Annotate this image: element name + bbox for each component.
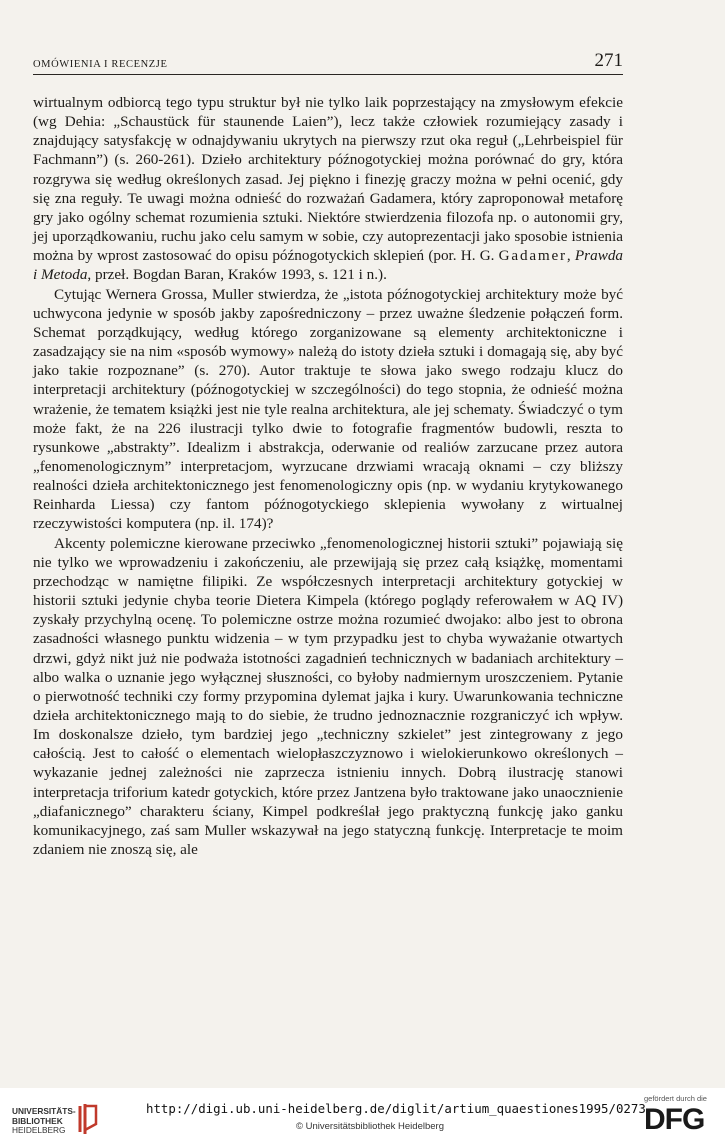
- paragraph: [33, 285, 623, 534]
- copyright-notice: © Universitätsbibliothek Heidelberg: [296, 1121, 444, 1132]
- text-run: Cytując Wernera Grossa, Muller stwierdza, że „istota późnogotyckiej architektury może być uchwycona jedynie w sposób jakby zapośredniczony – przez uważne śledzenie połączeń form. Schemat porządkujący, według którego zorganizowane są elementy architektoniczne i zasadzający sie na nim «sposób wymowy» należą do istoty dzieła sztuki i domagają się, aby być jako takie rozpoznane” (s. 270). Autor traktuje te słowa jako swego rodzaju klucz do interpretacji architektury (późnogotyckiej w szczególności) do tego stopnia, że odnieść można wrażenie, że tematem książki jest nie tyle realna architektura, ale jej schematy. Świadczyć o tym może fakt, że na 226 ilustracji tylko dwie to fotografie fragmentów budowli, reszta to rysunkowe „abstrakty”. Idealizm i abstrakcja, oderwanie od realiów zarzucane przez autora „fenomenologicznym” interpretacjom, wyrzucane drzwiami wracają oknami – czy bliższy realności dzieła architektonicznego jest fenomenologiczny opis (np. w wydaniu krytykowanego Reinharda Liessa) czy fantom późnogotyckiego sklepienia wywołany z wirtualnej rzeczywistości komputera (np. il. 174)?: [33, 285, 623, 533]
- paragraph: [33, 534, 623, 860]
- italic-title: Prawda i Metoda: [33, 247, 624, 284]
- text-run: ,: [566, 247, 575, 265]
- permalink-url[interactable]: http://digi.ub.uni-heidelberg.de/diglit/artium_quaestiones1995/0273: [146, 1101, 646, 1116]
- paragraph: [33, 93, 623, 285]
- library-name: UNIVERSITÄTS- BIBLIOTHEK HEIDELBERG: [12, 1106, 76, 1135]
- article-body: [33, 93, 623, 859]
- section-title: OMÓWIENIA I RECENZJE: [33, 59, 168, 70]
- library-logo[interactable]: [8, 1096, 103, 1136]
- page-number: 271: [594, 50, 623, 71]
- funding-note: gefördert durch die: [644, 1094, 707, 1103]
- spaced-author-name: Gadamer: [498, 247, 567, 265]
- text-run: Akcenty polemiczne kierowane przeciwko „fenomenologicznej historii sztuki” pojawiają się nie tylko we wprowadzeniu i zakończeniu, ale przewijają się przez całą książkę, momentami przechodząc w namiętne filipiki. Ze współczesnych interpretacji architektury gotyckiej w historii sztuki jedynie chyba teorie Dietera Kimpela (którego poglądy referowałem w AQ IV) zyskały przychylną ocenę. To polemiczne ostrze można rozumieć dwojako: albo jest to obrona zasadności własnego punktu widzenia – w tym przypadku jest to chyba wyważanie otwartych drzwi, gdyż nikt już nie podważa istotności zagadnień technicznych w badaniach architektury – albo walka o uznanie jego wyłącznej słuszności, co byłoby nadmiernym uroszczeniem. Pytanie o pierwotność techniki czy formy przypomina dylemat jajka i kury. Uwarunkowania techniczne dzieła architektonicznego mają to do siebie, że trudno jednoznacznie rozgraniczyć ich wpływ. Im doskonalsze dzieło, tym bardziej jego „techniczny szkielet” jest zintegrowany z jego całością. Jest to całość o elementach wielopłaszczyznowo i wielokierunkowo określonych – wykazanie jednej zależności nie zaprzecza istnieniu innych. Dobrą ilustrację stanowi interpretacja triforium katedr gotyckich, które przez Jantzena było traktowane jako unaocznienie „diafanicznego” charakteru ściany, Kimpel podkreślał jego praktyczną funkcję jako ganku komunikacyjnego, zaś sam Muller wskazywał na jego statyczną funkcję. Interpretacje te moim zdaniem nie znoszą się, ale: [33, 534, 623, 859]
- text-run: wirtualnym odbiorcą tego typu struktur był nie tylko laik poprzestający na zmysłowym efekcie (wg Dehia: „Schaustück für staunende Laien”), lecz także człowiek rozumiejący zasady i znajdujący satysfakcję w odnajdywaniu ukrytych na pierwszy rzut oka reguł („Lehrbeispiel für Fachmann”) (s. 260-261). Dzieło architektury późnogotyckiej można porównać do gry, która rozgrywa się według określonych zasad. Jej piękno i finezję graczy można w pełni ocenić, gdy się zna reguły. Te uwagi można odnieść do rozważań Gadamera, który zaproponował metaforę gry jako ogólny schemat rozumienia sztuki. Niektóre stwierdzenia filozofa np. o autonomii gry, jej uporządkowaniu, ruchu jako celu samym w sobie, czy autoprezentacji jako sposobie istnienia można by wprost zastosować do opisu późnogotyckich sklepień (por. H. G.: [33, 94, 623, 265]
- dfg-funding-logo[interactable]: [640, 1094, 720, 1140]
- digitization-footer: [0, 1088, 725, 1142]
- dfg-logo-text: DFG: [644, 1103, 705, 1136]
- library-emblem-icon: [76, 1102, 100, 1136]
- text-run: , przeł. Bogdan Baran, Kraków 1993, s. 121 i n.).: [87, 266, 387, 284]
- running-head: [33, 52, 623, 75]
